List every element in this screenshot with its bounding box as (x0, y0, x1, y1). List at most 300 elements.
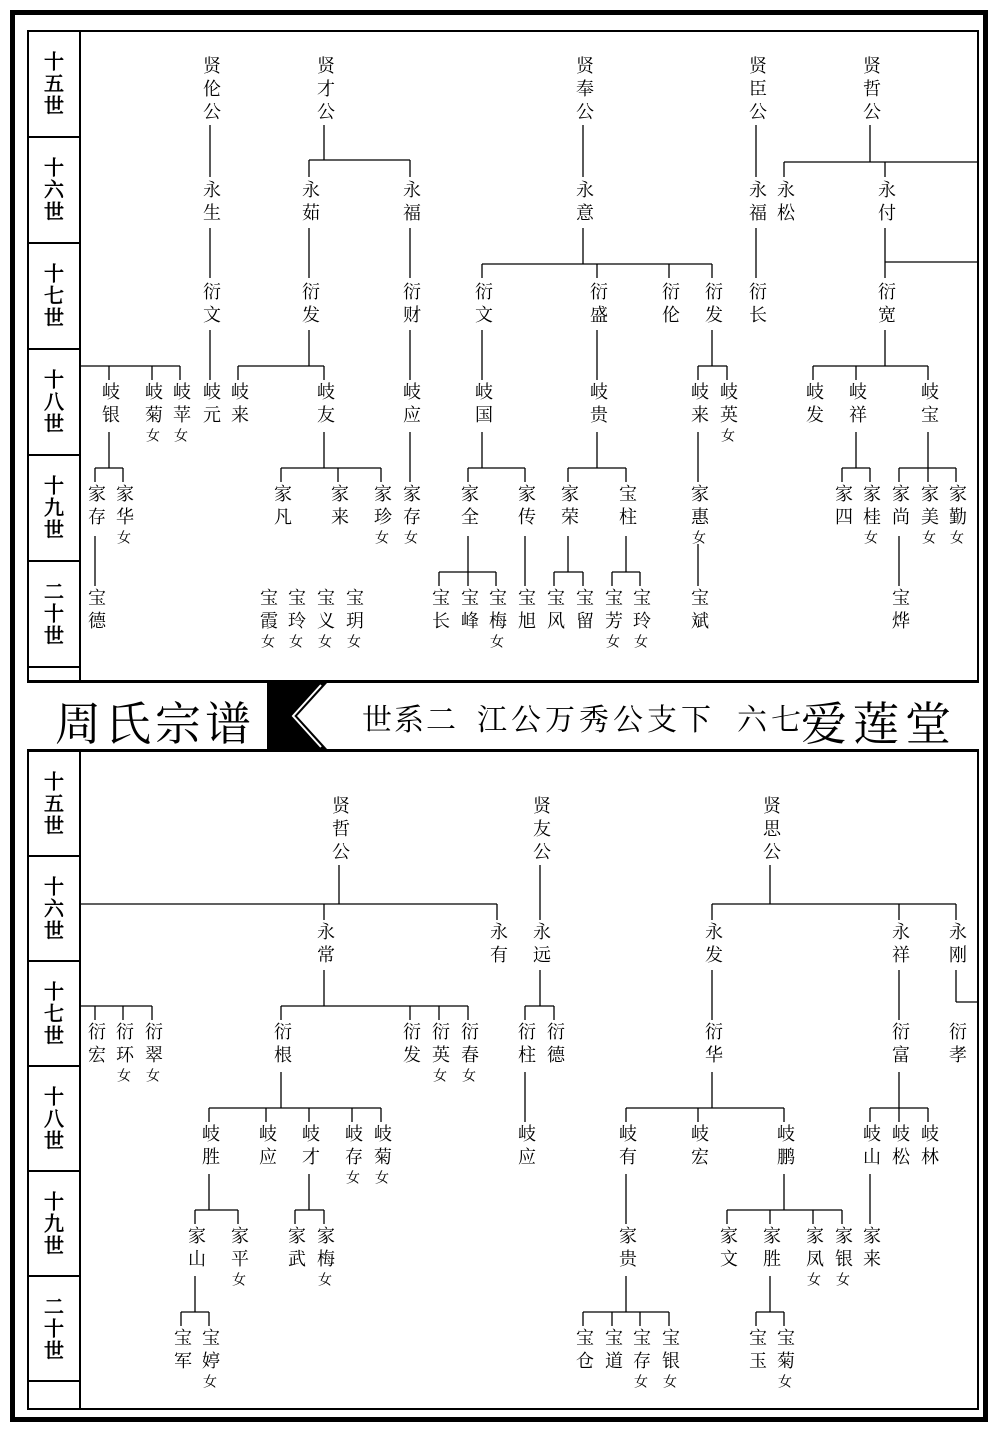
generation-cell (27, 1067, 79, 1172)
person-name: 永祥 (889, 922, 910, 968)
person-name: 衍环 (113, 1022, 134, 1068)
person-name: 永福 (400, 180, 421, 226)
person-node (545, 1022, 563, 1068)
person-name: 宝银 (659, 1328, 680, 1374)
person-node (201, 282, 219, 328)
person-name: 衍翠 (142, 1022, 163, 1068)
person-name: 岐胜 (199, 1124, 220, 1170)
person-name: 家山 (185, 1226, 206, 1272)
person-name: 岐国 (472, 382, 493, 428)
daughter-mark: 女 (834, 1272, 850, 1286)
person-node (516, 1022, 534, 1068)
title-band (27, 680, 979, 752)
person-node (574, 56, 592, 125)
person-node (689, 382, 707, 428)
person-node (459, 588, 477, 634)
generation-cell (27, 244, 79, 350)
person-name: 宝芳 (602, 588, 623, 634)
person-name: 家文 (717, 1226, 738, 1272)
person-node (947, 484, 965, 544)
person-name: 岐祥 (846, 382, 867, 428)
person-node (516, 484, 534, 530)
person-node (300, 282, 318, 328)
person-node (315, 1226, 333, 1286)
person-name: 宝义 (314, 588, 335, 634)
person-name: 岐应 (515, 1124, 536, 1170)
person-node (531, 796, 549, 865)
person-node (459, 1022, 477, 1082)
generation-cell (27, 857, 79, 962)
person-name: 衍宏 (85, 1022, 106, 1068)
person-name: 岐林 (918, 1124, 939, 1170)
person-node (718, 382, 736, 442)
person-name: 家传 (515, 484, 536, 530)
person-name: 宝风 (544, 588, 565, 634)
generation-label: 十八世 (40, 369, 65, 435)
person-name: 贤哲公 (329, 796, 350, 865)
person-node (890, 484, 908, 530)
person-node (315, 382, 333, 428)
person-node (617, 1124, 635, 1170)
person-name: 衍盛 (587, 282, 608, 328)
person-node (459, 484, 477, 530)
person-name: 家惠 (688, 484, 709, 530)
person-node (100, 382, 118, 428)
person-name: 岐贵 (587, 382, 608, 428)
daughter-mark: 女 (719, 428, 735, 442)
tree-lines-bottom (81, 752, 977, 1408)
person-node (401, 1022, 419, 1068)
daughter-mark: 女 (344, 1170, 360, 1184)
person-node (718, 1226, 736, 1272)
person-name: 衍发 (702, 282, 723, 328)
person-node (947, 922, 965, 968)
person-node (401, 382, 419, 428)
person-name: 衍发 (400, 1022, 421, 1068)
person-node (588, 282, 606, 328)
person-node (861, 1124, 879, 1170)
person-name: 贤思公 (760, 796, 781, 865)
person-node (761, 796, 779, 865)
person-name: 家来 (860, 1226, 881, 1272)
daughter-mark: 女 (948, 530, 964, 544)
person-node (257, 1124, 275, 1170)
person-node (315, 922, 333, 968)
book-title: 周氏宗谱 (55, 697, 255, 751)
person-name: 宝留 (573, 588, 594, 634)
person-name: 家全 (458, 484, 479, 530)
person-node (847, 382, 865, 428)
daughter-mark: 女 (632, 1374, 648, 1388)
person-name: 宝长 (429, 588, 450, 634)
person-name: 岐菊 (142, 382, 163, 428)
person-node (617, 1226, 635, 1272)
person-name: 宝玲 (630, 588, 651, 634)
person-node (703, 922, 721, 968)
person-name: 岐山 (860, 1124, 881, 1170)
person-node (890, 922, 908, 968)
generation-label: 十八世 (40, 1085, 65, 1152)
person-node (229, 1226, 247, 1286)
person-node (143, 1022, 161, 1082)
family-tree-top (81, 32, 977, 680)
person-name: 衍财 (400, 282, 421, 328)
person-node (689, 1124, 707, 1170)
person-name: 永付 (875, 180, 896, 226)
person-node (473, 382, 491, 428)
person-name: 家银 (832, 1226, 853, 1272)
person-node (201, 382, 219, 428)
tree-lines-top (81, 32, 977, 680)
person-node (833, 484, 851, 530)
person-name: 宝旭 (515, 588, 536, 634)
person-name: 宝柱 (616, 484, 637, 530)
person-node (775, 1328, 793, 1388)
person-name: 岐有 (616, 1124, 637, 1170)
person-node (229, 382, 247, 428)
person-node (516, 588, 534, 634)
generation-cell (27, 456, 79, 562)
person-node (574, 1328, 592, 1374)
person-name: 衍发 (299, 282, 320, 328)
person-name: 衍宽 (875, 282, 896, 328)
person-node (919, 484, 937, 544)
person-name: 宝军 (171, 1328, 192, 1374)
person-node (343, 1124, 361, 1184)
person-name: 贤友公 (530, 796, 551, 865)
generation-label: 十九世 (40, 1190, 65, 1257)
person-name: 衍柱 (515, 1022, 536, 1068)
person-name: 贤伦公 (200, 56, 221, 125)
person-node (344, 588, 362, 648)
generation-label: 十五世 (40, 51, 65, 117)
person-node (631, 1328, 649, 1388)
person-name: 衍春 (458, 1022, 479, 1068)
person-node (703, 1022, 721, 1068)
generation-cell (27, 1172, 79, 1277)
generation-column-bottom (27, 752, 81, 1408)
person-name: 衍孝 (946, 1022, 967, 1068)
person-name: 衍根 (271, 1022, 292, 1068)
person-name: 宝梅 (486, 588, 507, 634)
person-name: 家美 (918, 484, 939, 530)
person-node (890, 1124, 908, 1170)
person-node (747, 180, 765, 226)
person-name: 家存 (400, 484, 421, 530)
person-node (487, 588, 505, 648)
daughter-mark: 女 (287, 634, 303, 648)
person-name: 岐应 (256, 1124, 277, 1170)
generation-cell (27, 962, 79, 1067)
person-node (747, 282, 765, 328)
person-node (114, 1022, 132, 1082)
person-node (861, 56, 879, 125)
daughter-mark: 女 (431, 1068, 447, 1082)
person-name: 家珍 (371, 484, 392, 530)
person-name: 岐宏 (688, 1124, 709, 1170)
generation-label: 十七世 (40, 263, 65, 329)
person-name: 家来 (328, 484, 349, 530)
person-node (286, 588, 304, 648)
series-label: 世系二 (362, 703, 458, 738)
person-name: 衍华 (702, 1022, 723, 1068)
person-node (315, 588, 333, 648)
person-node (473, 282, 491, 328)
person-node (300, 180, 318, 226)
person-node (430, 1022, 448, 1082)
person-name: 岐来 (228, 382, 249, 428)
person-name: 岐英 (717, 382, 738, 428)
generation-cell (27, 752, 79, 857)
person-name: 岐发 (803, 382, 824, 428)
person-name: 永发 (702, 922, 723, 968)
person-name: 宝德 (85, 588, 106, 634)
person-name: 永刚 (946, 922, 967, 968)
person-name: 家凡 (271, 484, 292, 530)
person-name: 宝玉 (746, 1328, 767, 1374)
person-name: 宝菊 (774, 1328, 795, 1374)
person-name: 家荣 (558, 484, 579, 530)
person-node (919, 1124, 937, 1170)
person-name: 衍伦 (659, 282, 680, 328)
person-node (200, 1124, 218, 1170)
person-name: 岐存 (342, 1124, 363, 1170)
daughter-mark: 女 (805, 1272, 821, 1286)
person-name: 永生 (200, 180, 221, 226)
person-name: 宝斌 (688, 588, 709, 634)
person-node (689, 484, 707, 544)
daughter-mark: 女 (862, 530, 878, 544)
generation-label: 十七世 (40, 980, 65, 1047)
daughter-mark: 女 (460, 1068, 476, 1082)
person-name: 岐才 (299, 1124, 320, 1170)
person-name: 家胜 (760, 1226, 781, 1272)
daughter-mark: 女 (373, 530, 389, 544)
person-node (516, 1124, 534, 1170)
person-node (86, 484, 104, 530)
person-node (804, 1226, 822, 1286)
person-node (876, 282, 894, 328)
person-node (631, 588, 649, 648)
person-name: 宝峰 (458, 588, 479, 634)
daughter-mark: 女 (144, 428, 160, 442)
person-name: 贤才公 (314, 56, 335, 125)
person-name: 宝烨 (889, 588, 910, 634)
daughter-mark: 女 (172, 428, 188, 442)
person-name: 岐来 (688, 382, 709, 428)
person-name: 永常 (314, 922, 335, 968)
person-name: 家梅 (314, 1226, 335, 1272)
person-name: 岐应 (400, 382, 421, 428)
person-name: 贤奉公 (573, 56, 594, 125)
person-name: 宝霞 (257, 588, 278, 634)
generation-cell (27, 350, 79, 456)
person-name: 家桂 (860, 484, 881, 530)
person-name: 衍德 (544, 1022, 565, 1068)
generation-cell (27, 562, 79, 668)
person-node (315, 56, 333, 125)
person-name: 永意 (573, 180, 594, 226)
generation-cell (27, 1277, 79, 1382)
person-node (300, 1124, 318, 1170)
person-node (272, 1022, 290, 1068)
person-node (775, 180, 793, 226)
person-node (531, 922, 549, 968)
person-name: 永福 (746, 180, 767, 226)
person-name: 岐友 (314, 382, 335, 428)
person-node (401, 180, 419, 226)
person-name: 家尚 (889, 484, 910, 530)
generation-label: 二十世 (40, 581, 65, 647)
person-node (703, 282, 721, 328)
person-node (660, 1328, 678, 1388)
person-name: 家凤 (803, 1226, 824, 1272)
person-node (947, 1022, 965, 1068)
generation-label: 十六世 (40, 157, 65, 223)
person-name: 衍英 (429, 1022, 450, 1068)
generation-cell (27, 138, 79, 244)
generation-label: 二十世 (40, 1295, 65, 1362)
person-node (919, 382, 937, 428)
person-node (114, 484, 132, 544)
person-node (861, 1226, 879, 1272)
person-name: 岐元 (200, 382, 221, 428)
person-name: 宝仓 (573, 1328, 594, 1374)
daughter-mark: 女 (661, 1374, 677, 1388)
person-name: 家平 (228, 1226, 249, 1272)
family-tree-bottom (81, 752, 977, 1408)
person-node (588, 382, 606, 428)
person-node (86, 588, 104, 634)
person-name: 岐菊 (371, 1124, 392, 1170)
person-node (401, 282, 419, 328)
person-node (171, 382, 189, 442)
daughter-mark: 女 (201, 1374, 217, 1388)
fishtail-notch-icon (267, 683, 327, 749)
person-name: 贤臣公 (746, 56, 767, 125)
daughter-mark: 女 (373, 1170, 389, 1184)
person-node (603, 1328, 621, 1374)
person-node (372, 484, 390, 544)
person-name: 贤哲公 (860, 56, 881, 125)
person-node (861, 484, 879, 544)
person-node (559, 484, 577, 530)
person-node (401, 484, 419, 544)
daughter-mark: 女 (230, 1272, 246, 1286)
person-name: 永有 (487, 922, 508, 968)
generation-label: 十五世 (40, 770, 65, 837)
daughter-mark: 女 (920, 530, 936, 544)
daughter-mark: 女 (488, 634, 504, 648)
person-name: 永远 (530, 922, 551, 968)
person-name: 宝道 (602, 1328, 623, 1374)
person-node (890, 588, 908, 634)
person-node (172, 1328, 190, 1374)
person-name: 家勤 (946, 484, 967, 530)
daughter-mark: 女 (316, 1272, 332, 1286)
person-node (574, 588, 592, 634)
person-name: 永松 (774, 180, 795, 226)
daughter-mark: 女 (776, 1374, 792, 1388)
daughter-mark: 女 (402, 530, 418, 544)
person-name: 衍富 (889, 1022, 910, 1068)
person-name: 岐松 (889, 1124, 910, 1170)
person-name: 家存 (85, 484, 106, 530)
person-node (286, 1226, 304, 1272)
person-node (603, 588, 621, 648)
daughter-mark: 女 (690, 530, 706, 544)
daughter-mark: 女 (144, 1068, 160, 1082)
person-node (617, 484, 635, 530)
person-name: 家华 (113, 484, 134, 530)
person-node (804, 382, 822, 428)
daughter-mark: 女 (259, 634, 275, 648)
branch-label: 江公万秀公支下 (477, 703, 715, 738)
daughter-mark: 女 (345, 634, 361, 648)
person-node (545, 588, 563, 634)
person-node (201, 180, 219, 226)
person-name: 家武 (285, 1226, 306, 1272)
daughter-mark: 女 (604, 634, 620, 648)
person-node (488, 922, 506, 968)
person-name: 家四 (832, 484, 853, 530)
generation-cell (27, 32, 79, 138)
person-node (775, 1124, 793, 1170)
person-name: 岐银 (99, 382, 120, 428)
page-number: 六七 (737, 703, 805, 738)
person-name: 永茹 (299, 180, 320, 226)
person-name: 宝婷 (199, 1328, 220, 1374)
person-node (86, 1022, 104, 1068)
person-node (143, 382, 161, 442)
person-name: 宝玲 (285, 588, 306, 634)
person-node (201, 56, 219, 125)
daughter-mark: 女 (632, 634, 648, 648)
generation-column-top (27, 32, 81, 680)
hall-name: 爱莲堂 (801, 697, 957, 751)
daughter-mark: 女 (115, 1068, 131, 1082)
person-node (689, 588, 707, 634)
person-node (430, 588, 448, 634)
person-name: 宝玥 (343, 588, 364, 634)
person-node (200, 1328, 218, 1388)
person-node (747, 1328, 765, 1374)
generation-label: 十九世 (40, 475, 65, 541)
generation-label: 十六世 (40, 875, 65, 942)
person-node (747, 56, 765, 125)
daughter-mark: 女 (316, 634, 332, 648)
person-node (186, 1226, 204, 1272)
person-name: 宝存 (630, 1328, 651, 1374)
person-name: 衍文 (200, 282, 221, 328)
person-node (329, 484, 347, 530)
person-name: 岐苹 (170, 382, 191, 428)
person-node (761, 1226, 779, 1272)
person-name: 家贵 (616, 1226, 637, 1272)
person-node (833, 1226, 851, 1286)
person-node (876, 180, 894, 226)
person-name: 岐鹏 (774, 1124, 795, 1170)
person-node (258, 588, 276, 648)
person-node (272, 484, 290, 530)
person-node (574, 180, 592, 226)
person-name: 衍文 (472, 282, 493, 328)
person-node (330, 796, 348, 865)
person-node (660, 282, 678, 328)
person-node (372, 1124, 390, 1184)
person-name: 岐宝 (918, 382, 939, 428)
daughter-mark: 女 (115, 530, 131, 544)
